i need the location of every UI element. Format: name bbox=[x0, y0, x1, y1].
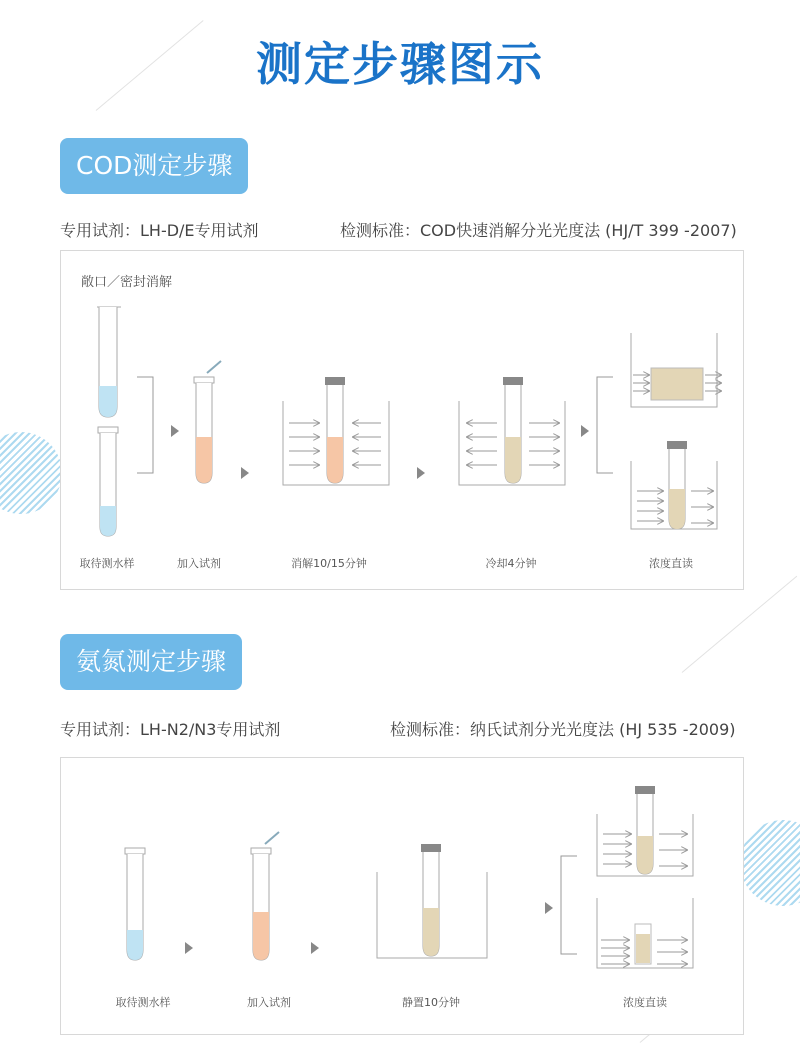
cod-section-heading: COD测定步骤 bbox=[60, 138, 248, 194]
nh-standard-text: 检测标准：纳氏试剂分光光度法 (HJ 535 -2009) bbox=[390, 720, 736, 739]
cooling-rack bbox=[459, 377, 565, 485]
step-arrow bbox=[185, 942, 193, 954]
bracket bbox=[137, 377, 153, 473]
step-label-stand: 静置10分钟 bbox=[402, 996, 460, 1009]
reagent-tube bbox=[251, 832, 279, 960]
step-arrow bbox=[581, 425, 589, 437]
step-label-sample: 取待测水样 bbox=[115, 996, 171, 1009]
decorative-pattern bbox=[0, 432, 62, 514]
step-label-add-reagent: 加入试剂 bbox=[247, 996, 291, 1009]
sample-tube bbox=[125, 848, 145, 960]
step-label-add-reagent: 加入试剂 bbox=[177, 557, 221, 570]
cod-steps-diagram bbox=[61, 251, 745, 591]
step-label-cool: 冷却4分钟 bbox=[485, 557, 537, 570]
reagent-tube bbox=[194, 361, 221, 483]
page-title: 测定步骤图示 bbox=[256, 37, 544, 91]
digestion-mode-note: 敞口／密封消解 bbox=[81, 275, 173, 290]
decorative-pattern bbox=[740, 820, 800, 906]
step-label-read: 浓度直读 bbox=[649, 557, 693, 570]
step-arrow bbox=[417, 467, 425, 479]
cod-step-panel bbox=[60, 250, 744, 590]
sample-tube-open bbox=[97, 307, 121, 417]
tube-reading bbox=[631, 441, 717, 529]
nh-reagent-text: 专用试剂：LH-N2/N3专用试剂 bbox=[60, 720, 281, 739]
step-label-read: 浓度直读 bbox=[623, 996, 667, 1009]
step-label-digest: 消解10/15分钟 bbox=[291, 557, 367, 570]
standing-rack bbox=[377, 844, 487, 958]
step-arrow bbox=[545, 902, 553, 914]
digestion-block bbox=[283, 377, 389, 485]
nh-step-panel bbox=[60, 757, 744, 1035]
nh-section-heading: 氨氮测定步骤 bbox=[60, 634, 242, 690]
bracket bbox=[597, 377, 613, 473]
step-arrow bbox=[311, 942, 319, 954]
step-arrow bbox=[171, 425, 179, 437]
step-label-sample: 取待测水样 bbox=[79, 557, 135, 570]
tube-reading bbox=[597, 786, 693, 876]
cuvette-reading bbox=[631, 333, 721, 407]
bracket bbox=[561, 856, 577, 954]
sample-tube-sealed bbox=[98, 427, 118, 536]
step-arrow bbox=[241, 467, 249, 479]
cod-standard-text: 检测标准：COD快速消解分光光度法 (HJ/T 399 -2007) bbox=[340, 221, 737, 240]
cod-reagent-text: 专用试剂：LH-D/E专用试剂 bbox=[60, 221, 259, 240]
cuvette-reading bbox=[597, 898, 693, 968]
